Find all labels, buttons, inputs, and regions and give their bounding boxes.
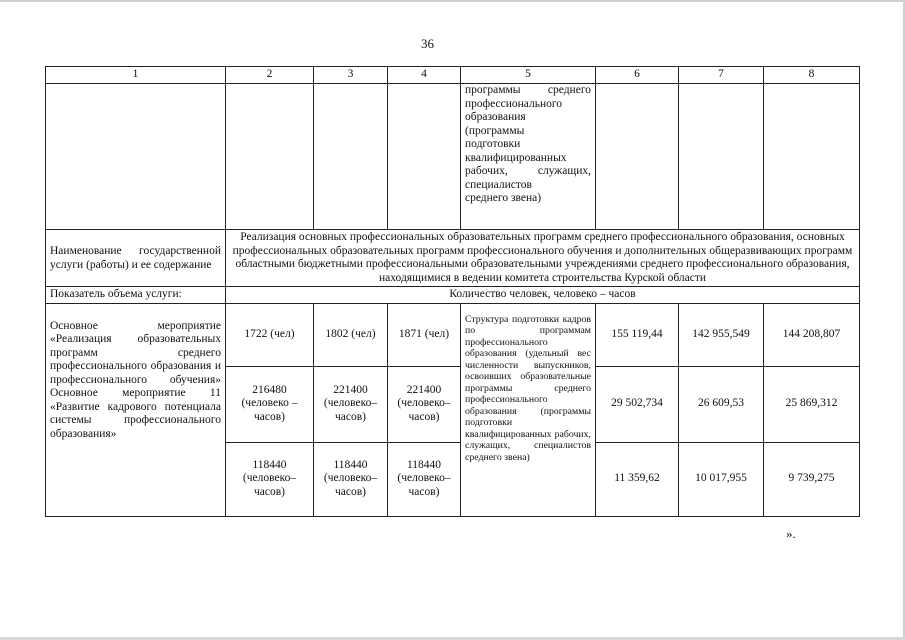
text-line: среднего звена) xyxy=(465,192,542,204)
header-cell: 4 xyxy=(388,67,461,84)
measure-description: Структура подготовки кадров по программам профессионального образования (удельный вес численности выпускников, освоивших образовательные программы среднего профессионального образования (программы подготовки квалифицированных рабочих, служащих, специалистов среднего звена) xyxy=(461,303,596,516)
value-cell: 1871 (чел) xyxy=(388,303,461,366)
value-cell: 9 739,275 xyxy=(764,442,860,516)
value-cell: 118440 (человеко– часов) xyxy=(226,442,314,516)
budget-table xyxy=(45,66,860,517)
value-cell: 221400 (человеко– часов) xyxy=(314,366,388,442)
value-cell: 118440 (человеко– часов) xyxy=(314,442,388,516)
indicator-label: Показатель объема услуги: xyxy=(46,287,226,304)
value-cell: 10 017,955 xyxy=(679,442,764,516)
header-cell: 3 xyxy=(314,67,388,84)
value-cell: 155 119,44 xyxy=(596,303,679,366)
header-cell: 5 xyxy=(461,67,596,84)
empty-cell xyxy=(764,84,860,230)
service-row xyxy=(46,230,860,287)
value-cell: 142 955,549 xyxy=(679,303,764,366)
value-cell: 26 609,53 xyxy=(679,366,764,442)
value-cell: 29 502,734 xyxy=(596,366,679,442)
empty-cell xyxy=(679,84,764,230)
indicator-text: Количество человек, человеко – часов xyxy=(226,287,860,304)
measure-text: Основное мероприятие «Реализация образовательных программ среднего профессионального образования и профессионального обучения» Основное мероприятие 11 «Развитие кадрового потенциала системы профессионального образования» xyxy=(46,303,226,516)
empty-cell xyxy=(596,84,679,230)
header-cell: 6 xyxy=(596,67,679,84)
value-cell: 118440 (человеко– часов) xyxy=(388,442,461,516)
text-line: образования xyxy=(465,111,526,123)
text-line: специалистов xyxy=(465,178,532,191)
empty-cell xyxy=(226,84,314,230)
closing-quote: ». xyxy=(786,526,796,541)
value-cell: 1722 (чел) xyxy=(226,303,314,366)
indicator-row xyxy=(46,287,860,304)
empty-cell xyxy=(314,84,388,230)
value-cell: 221400 (человеко– часов) xyxy=(388,366,461,442)
empty-cell xyxy=(46,84,226,230)
text-line: квалифицированных xyxy=(465,151,567,164)
measure-row xyxy=(46,303,860,366)
text-line: программы среднего xyxy=(465,84,591,96)
value-cell: 1802 (чел) xyxy=(314,303,388,366)
header-cell: 8 xyxy=(764,67,860,84)
header-cell: 2 xyxy=(226,67,314,84)
value-cell: 11 359,62 xyxy=(596,442,679,516)
page-number: 36 xyxy=(421,36,434,51)
header-cell: 7 xyxy=(679,67,764,84)
value-cell: 25 869,312 xyxy=(764,366,860,442)
service-text: Реализация основных профессиональных образовательных программ среднего профессионального образования, основных профессиональных образовательных программ профессионального обучения и дополнительных общеразвивающих программ областными бюджетными профессиональными образовательными учреждениями среднего профессионального образования, находящимися в ведении комитета строительства Курской области xyxy=(226,230,860,287)
text-line: подготовки xyxy=(465,138,521,150)
empty-cell xyxy=(388,84,461,230)
text-line: рабочих, служащих, xyxy=(465,165,591,177)
value-cell: 144 208,807 xyxy=(764,303,860,366)
continuation-row xyxy=(46,84,860,230)
continuation-text xyxy=(461,84,596,230)
text-line: профессионального xyxy=(465,97,563,110)
scan-edge-top xyxy=(0,0,905,2)
service-label: Наименование государственной услуги (работы) и ее содержание xyxy=(46,230,226,287)
text-line: (программы xyxy=(465,124,525,137)
value-cell: 216480 (человеко – часов) xyxy=(226,366,314,442)
header-row xyxy=(46,67,860,84)
header-cell: 1 xyxy=(46,67,226,84)
